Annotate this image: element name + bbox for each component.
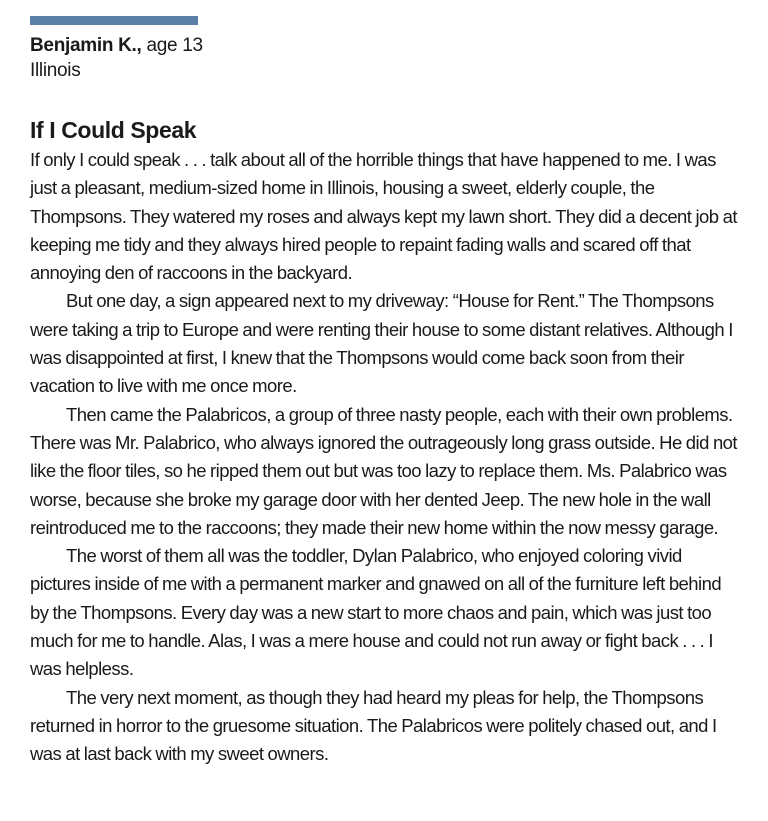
story-body [30, 146, 742, 769]
author-name: Benjamin K., [30, 35, 142, 56]
story-paragraph-4: The worst of them all was the toddler, Dylan Palabrico, who enjoyed coloring vivid pictures inside of me with a permanent marker and gnawed on all of the furniture left behind by the Thompsons. Every day was a new start to more chaos and pain, which was just too much for me to handle. Alas, I was a mere house and could not run away or fight back . . . I was helpless. [30, 545, 722, 680]
story-paragraph-5: The very next moment, as though they had heard my pleas for help, the Thompsons returned in horror to the gruesome situation. The Palabricos were politely chased out, and I was at last back with my sweet owners. [30, 686, 717, 765]
author-age: age 13 [146, 35, 203, 56]
story-paragraph-1: If only I could speak . . . talk about all of the horrible things that have happened to me. I was just a pleasant, medium-sized home in Illinois, housing a sweet, elderly couple, the Thompsons. They watered my roses and always kept my lawn short. They did a decent job at keeping me tidy and they always hired people to repaint fading walls and scared off that annoying den of raccoons in the backyard. [30, 149, 737, 284]
story-page [30, 16, 742, 769]
author-location: Illinois [30, 60, 81, 81]
story-paragraph-2: But one day, a sign appeared next to my driveway: “House for Rent.” The Thompsons were taking a trip to Europe and were renting their house to some distant relatives. Although I was disappointed at first, I knew that the Thompsons would come back soon from their vacation to live with me once more. [30, 290, 733, 397]
accent-bar [30, 16, 198, 25]
story-paragraph-3: Then came the Palabricos, a group of three nasty people, each with their own problems. There was Mr. Palabrico, who always ignored the outrageously long grass outside. He did not like the floor tiles, so he ripped them out but was too lazy to replace them. Ms. Palabrico was worse, because she broke my garage door with her dented Jeep. The new hole in the wall reintroduced me to the raccoons; they made their new home within the now messy garage. [30, 403, 738, 538]
story-title: If I Could Speak [30, 117, 197, 143]
byline [30, 33, 742, 58]
